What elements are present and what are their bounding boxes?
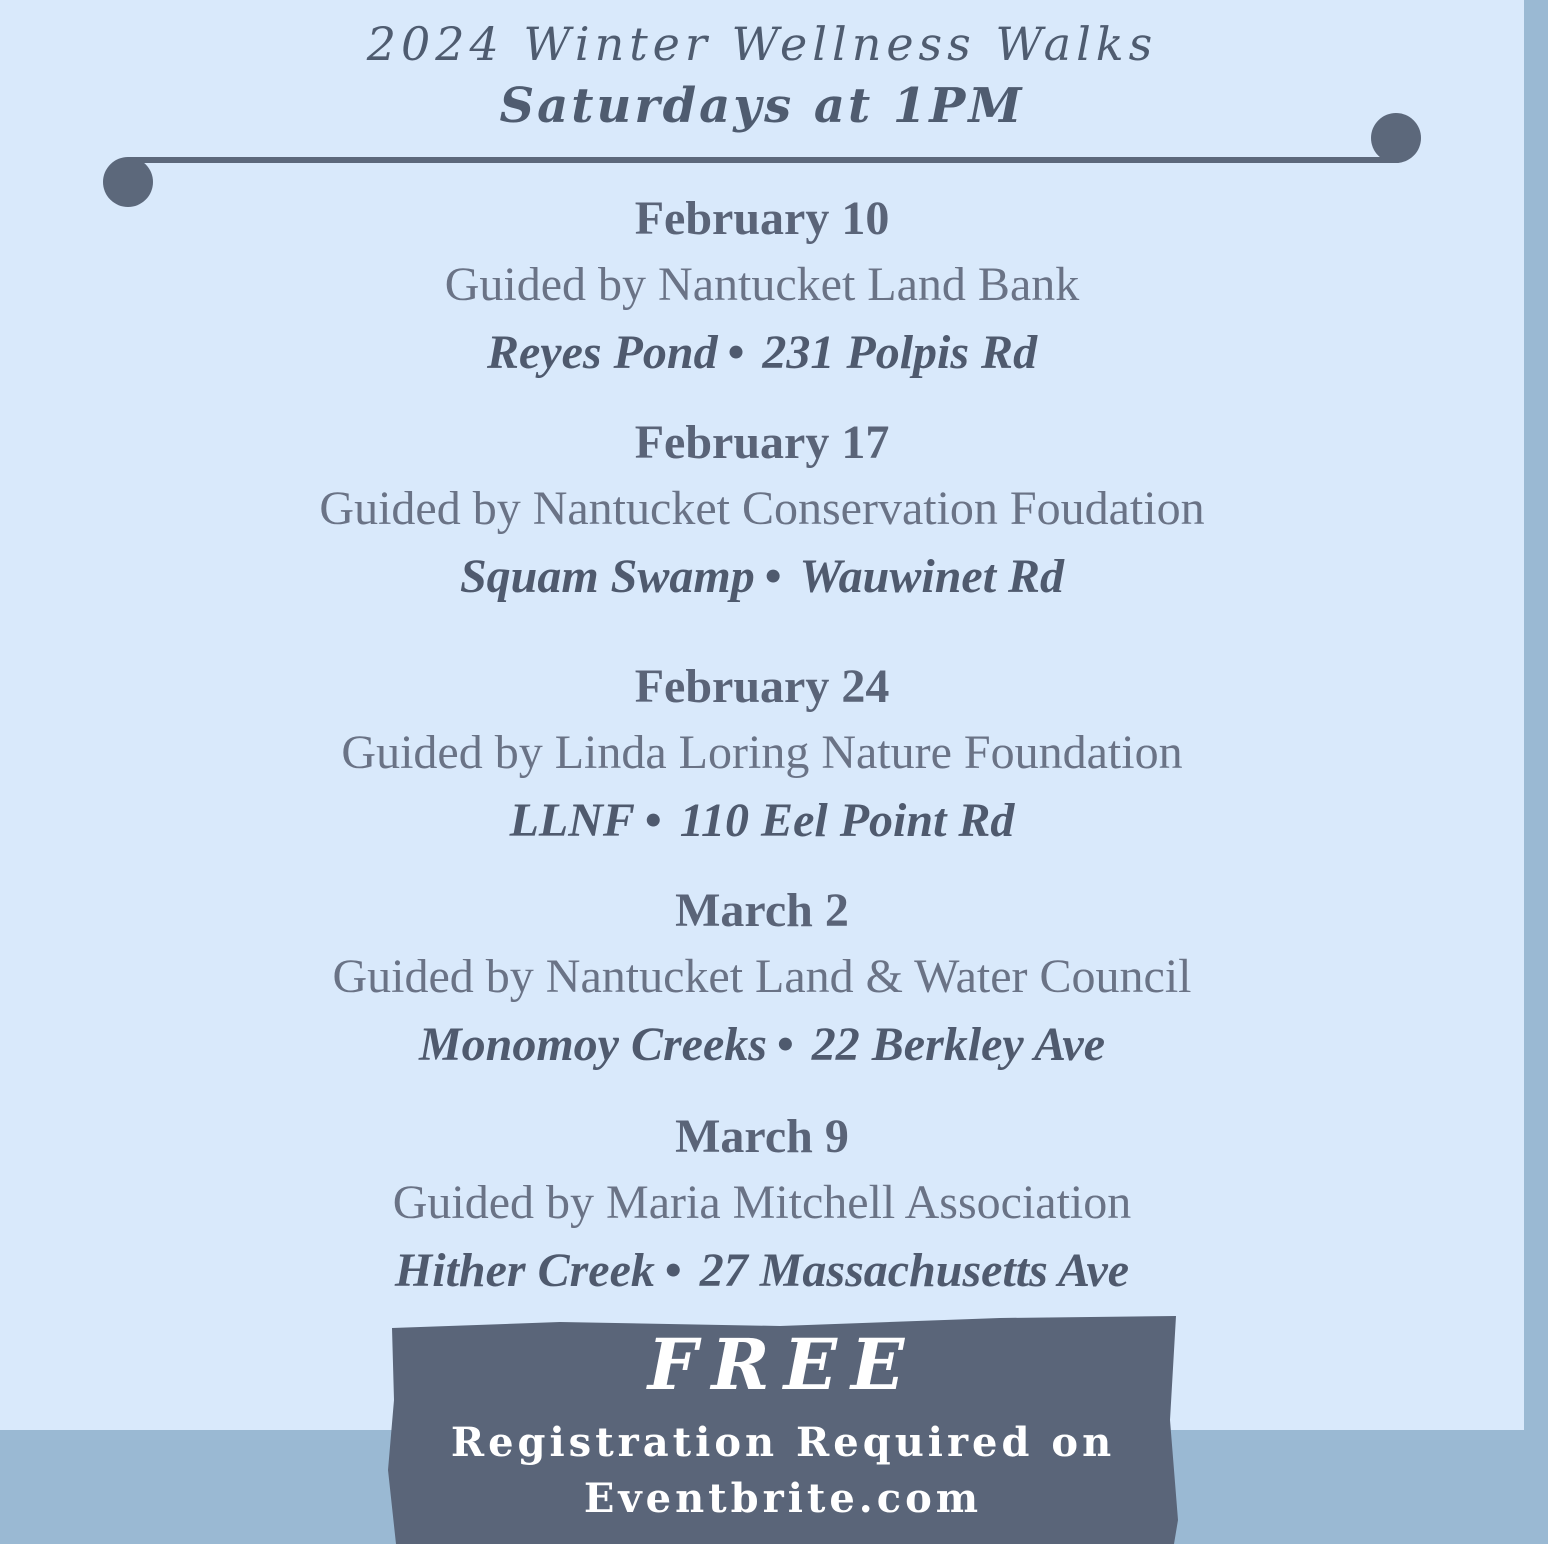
event-guide: Guided by Nantucket Conservation Foudation	[319, 482, 1205, 535]
event-address: 231 Polpis Rd	[762, 326, 1038, 379]
event-date: February 24	[634, 660, 890, 713]
flyer-subtitle: Saturdays at 1PM	[499, 78, 1025, 134]
event-place: Monomoy Creeks	[418, 1018, 767, 1071]
event-date: March 2	[675, 884, 849, 937]
event-guide: Guided by Nantucket Land Bank	[444, 258, 1080, 311]
bullet-separator: •	[644, 794, 662, 847]
event-place: Reyes Pond	[486, 326, 718, 379]
event-address: 110 Eel Point Rd	[679, 794, 1015, 847]
event-place: Squam Swamp	[459, 550, 755, 603]
bullet-separator: •	[764, 550, 782, 603]
bullet-separator: •	[664, 1244, 682, 1297]
event-place: LLNF	[509, 794, 635, 847]
event-address: 27 Massachusetts Ave	[699, 1244, 1130, 1297]
event-guide: Guided by Linda Loring Nature Foundation	[341, 726, 1183, 779]
free-label: FREE	[647, 1323, 919, 1406]
event-date: February 10	[634, 192, 890, 245]
event-date: March 9	[675, 1110, 849, 1163]
flyer-title: 2024 Winter Wellness Walks	[366, 17, 1158, 71]
event-date: February 17	[634, 416, 890, 469]
event-guide: Guided by Nantucket Land & Water Council	[332, 950, 1192, 1003]
registration-line-2: Eventbrite.com	[583, 1475, 983, 1522]
event-guide: Guided by Maria Mitchell Association	[392, 1176, 1132, 1229]
bullet-separator: •	[776, 1018, 794, 1071]
registration-line-1: Registration Required on	[450, 1419, 1116, 1466]
bullet-separator: •	[727, 326, 745, 379]
event-place: Hither Creek	[394, 1244, 655, 1297]
event-address: 22 Berkley Ave	[811, 1018, 1106, 1071]
event-address: Wauwinet Rd	[799, 550, 1065, 603]
